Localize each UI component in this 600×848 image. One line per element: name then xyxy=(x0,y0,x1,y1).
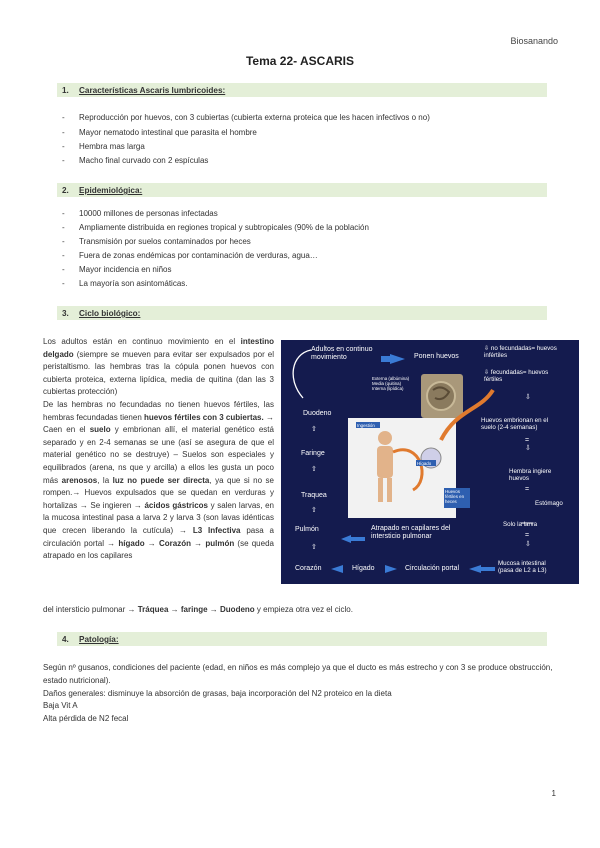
arrow-right-icon xyxy=(390,354,405,364)
list-item: - Mayor nematodo intestinal que parasita el hombre xyxy=(62,128,257,137)
list-item: - 10000 millones de personas infectadas xyxy=(62,209,218,218)
section-label: Ciclo biológico: xyxy=(79,309,141,318)
diagram-arrow: ⇩ xyxy=(525,394,531,401)
illustration-label: Ingestión xyxy=(357,423,375,428)
diagram-arrow: = xyxy=(525,437,530,444)
header-brand: Biosanando xyxy=(510,36,558,46)
illustration-label: Hígado xyxy=(417,461,432,466)
diagram-duodeno: Duodeno xyxy=(303,410,332,417)
diagram-traquea: Traquea xyxy=(301,492,327,499)
arrow-left-icon xyxy=(481,567,495,571)
list-item: - Reproducción por huevos, con 3 cubiertas (cubierta externa proteica que les hacen infectivos o no) xyxy=(62,113,430,122)
section-number: 2. xyxy=(62,186,69,195)
section-heading-3 xyxy=(57,306,547,320)
diagram-estomago: Estómago xyxy=(535,500,563,507)
arrow-left-icon xyxy=(351,537,365,541)
arrow-up-icon: ⇧ xyxy=(311,466,317,473)
arrow-up-icon: ⇧ xyxy=(311,507,317,514)
arrow-left-icon xyxy=(331,565,343,573)
section-label: Características Ascaris lumbricoides: xyxy=(79,86,226,95)
curved-arrow-icon xyxy=(293,350,311,398)
diagram-corazon: Corazón xyxy=(295,565,322,572)
diagram-solo-larva: Solo la larva xyxy=(503,521,538,528)
list-item: - Fuera de zonas endémicas por contaminación de verduras, agua… xyxy=(62,251,318,260)
section-heading-2 xyxy=(57,183,547,197)
arrow-left-icon xyxy=(469,565,481,573)
body-leg-illustration xyxy=(378,478,383,502)
infection-illustration xyxy=(348,418,456,518)
section-number: 3. xyxy=(62,309,69,318)
diagram-atrapado: Atrapado en capilares del intersticio pulmonar xyxy=(371,525,451,540)
diagram-adultos: Adultos en continuo movimiento xyxy=(311,346,373,361)
cycle-text: Los adultos están en continuo movimiento en el intestino delgado (siempre se mueven para evitar ser expulsados por el peristaltismo. las hembras tras la cópula ponen huevos con cubierta proteica, externa lipídica, media de quitina (dan las 3 cubiertas protección) De las hembras no fecundadas no tienen huevos fértiles, las hembras fecundadas tienen huevos fértiles con 3 cubiertas. → Caen en el suelo y embrionan allí, el material genético está separado y en 2-4 semanas se une (así se asegura de que el material genético no se destruye) – Suelos son especiales y equilibrados (arena, ns que y arcilla) a ellos les gusta un poco más arenosos, la luz no puede ser directa, ya que si no se rompen.→ Huevos expulsados que se quedan en verduras y hortalizas → Se ingieren → ácidos gástricos y salen larvas, en la mucosa intestinal pasa a larva 2 y larva 3 (son lavas idénticas que crecen liberando la cutícula) → L3 Infectiva pasa a circulación portal → hígado → Corazón → pulmón (se queda atrapado en los capilares xyxy=(43,337,274,561)
list-item: - Ampliamente distribuida en regiones tropical y subtropicales (90% de la población xyxy=(62,223,369,232)
diagram-arrow: ⇩ xyxy=(525,445,531,452)
body-torso-illustration xyxy=(377,446,393,478)
diagram-fecundadas: ⇩ fecundadas= huevos fértiles xyxy=(484,369,549,384)
section-number: 1. xyxy=(62,86,69,95)
life-cycle-diagram xyxy=(281,340,579,584)
list-item: - La mayoría son asintomáticas. xyxy=(62,279,188,288)
diagram-higado: Hígado xyxy=(352,565,375,572)
paragraph: Según nº gusanos, condiciones del paciente (edad, en niños es más complejo ya que el ducto es más estrecho y con 3 se produce obstrucción, estado nutricional). xyxy=(43,663,553,685)
list-item: - Hembra mas larga xyxy=(62,142,145,151)
section-label: Patología: xyxy=(79,635,119,644)
list-item: - Macho final curvado con 2 espículas xyxy=(62,156,209,165)
diagram-arrow: = xyxy=(525,532,530,539)
diagram-ponen-huevos: Ponen huevos xyxy=(414,353,459,360)
diagram-mucosa: Mucosa intestinal (pasa de L2 a L3) xyxy=(498,560,547,575)
body-leg-illustration xyxy=(387,478,392,502)
pathology-text xyxy=(43,662,563,726)
arrow-up-icon: ⇧ xyxy=(311,426,317,433)
body-head-illustration xyxy=(378,431,392,445)
paragraph: Baja Vit A xyxy=(43,701,78,711)
list-item: - Transmisión por suelos contaminados por heces xyxy=(62,237,251,246)
diagram-circulacion: Circulación portal xyxy=(405,565,460,572)
diagram-no-fecundadas: ⇩ no fecundadas= huevos infértiles xyxy=(484,345,557,360)
cycle-text-last-line: del intersticio pulmonar → Tráquea → faringe → Duodeno y empieza otra vez el ciclo. xyxy=(43,605,353,614)
diagram-cubiertas: Externa (albúmina) Media (quitina) Interna (lipídica) xyxy=(372,376,410,391)
diagram-arrow: = xyxy=(525,486,530,493)
diagram-hembra-ingiere: Hembra ingiere huevos xyxy=(509,468,552,483)
page-number: 1 xyxy=(551,789,556,798)
page-title: Tema 22- ASCARIS xyxy=(245,54,355,68)
egg-illustration xyxy=(427,382,455,410)
list-item: - Mayor incidencia en niños xyxy=(62,265,172,274)
section-label: Epidemiológica: xyxy=(79,186,143,195)
diagram-embrionan: Huevos embrionan en el suelo (2-4 semanas) xyxy=(481,417,549,432)
section-number: 4. xyxy=(62,635,69,644)
paragraph: Alta pérdida de N2 fecal xyxy=(43,714,129,724)
illustration-label: Huevos fértiles en heces xyxy=(445,489,465,504)
arrow-left-icon xyxy=(341,535,351,543)
arrow-right-icon xyxy=(385,565,397,573)
diagram-pulmon: Pulmón xyxy=(295,526,319,533)
arrow-up-icon: ⇧ xyxy=(311,544,317,551)
section-heading-4 xyxy=(57,632,547,646)
arrow-right-icon xyxy=(381,356,391,362)
diagram-faringe: Faringe xyxy=(301,450,325,457)
section-heading-1 xyxy=(57,83,547,97)
diagram-arrow: ⇩ xyxy=(525,541,531,548)
paragraph: Daños generales: disminuye la absorción de grasas, baja incorporación del N2 proteico en la dieta xyxy=(43,688,392,698)
